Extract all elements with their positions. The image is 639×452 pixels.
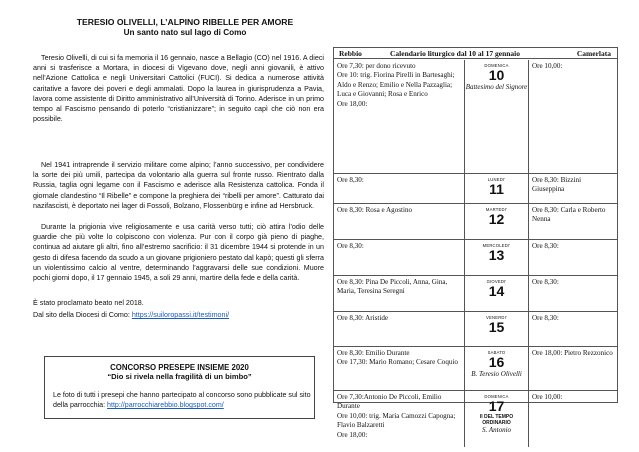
mass-entry: Ore 8,30:: [532, 314, 559, 322]
calendar-day-row: [334, 174, 617, 204]
rebbio-masses: [334, 276, 465, 311]
concorso-box: [44, 356, 315, 419]
calendar-day-row: [334, 204, 617, 240]
calendar-header: [334, 48, 617, 59]
mass-entry: Ore 8,30:: [337, 176, 364, 184]
calendar-day-row: [334, 347, 617, 391]
mass-entry: Ore 18,00:: [337, 430, 368, 439]
calendar-date: [465, 312, 529, 346]
mass-entry: Ore 18,00:: [337, 99, 368, 108]
day-number: 17: [488, 398, 505, 414]
mass-entry: Ore 8,30:: [337, 242, 364, 250]
day-of-week: MARTEDI': [485, 207, 508, 212]
mass-entry: Ore 7,30:Antonio De Piccoli, Emilio Durante: [337, 393, 442, 411]
rebbio-masses: [334, 204, 465, 239]
mass-entry: Ore 8,30: Emilio Durante: [337, 349, 410, 357]
rebbio-masses: [334, 240, 465, 275]
calendar-date: [465, 276, 529, 311]
camerlata-masses: [529, 240, 617, 275]
camerlata-masses: [529, 60, 617, 173]
rebbio-masses: [334, 174, 465, 203]
day-of-week: GIOVEDI': [486, 279, 507, 284]
camerlata-masses: [529, 312, 617, 346]
camerlata-masses: [529, 174, 617, 203]
mass-entry: Ore 17,30: Mario Romano; Cesare Coquio: [337, 358, 458, 367]
calendar-date: [465, 60, 529, 173]
rebbio-masses: [334, 312, 465, 346]
rebbio-masses: [334, 391, 465, 447]
feast-note: B. Teresio Olivelli: [471, 370, 522, 378]
mass-entry: Ore 8,30: Rosa e Agostino: [337, 206, 413, 214]
day-number: 16: [488, 354, 505, 370]
day-number: 10: [488, 67, 505, 83]
mass-entry: Ore 18,00: Pietro Rezzonico: [532, 349, 613, 357]
liturgical-season: II DEL TEMPO ORDINARIO: [479, 414, 514, 426]
calendar-day-row: [334, 276, 617, 312]
mass-entry: Ore 8,30: Aristide: [337, 314, 389, 322]
calendar-header-rebbio: Rebbio: [339, 49, 362, 58]
day-number: 11: [489, 181, 504, 197]
day-of-week: SABATO: [487, 350, 506, 355]
feast-note: S. Antonio: [481, 426, 512, 434]
day-of-week: MERCOLEDI': [482, 243, 511, 248]
calendar-date: [465, 240, 529, 275]
article-title: TERESIO OLIVELLI, L’ALPINO RIBELLE PER AMORE: [76, 17, 294, 27]
rebbio-masses: [334, 60, 465, 173]
calendar-date: [465, 174, 529, 203]
article-subtitle: Un santo nato sul lago di Como: [123, 28, 247, 37]
mass-entry: Ore 8,30: Pina De Piccoli, Anna, Gina, Maria, Teresina Seregni: [337, 278, 448, 296]
day-number: 15: [488, 319, 505, 335]
rebbio-masses: [334, 347, 465, 390]
camerlata-masses: [529, 204, 617, 239]
mass-entry: Ore 10,00:: [532, 62, 563, 70]
camerlata-masses: [529, 391, 617, 447]
source-label: Dal sito della Diocesi di Como:: [33, 311, 132, 319]
mass-entry: Ore 10,00:: [532, 393, 563, 401]
mass-entry: Ore 8,30: Bizzini Giuseppina: [532, 176, 582, 194]
concorso-body: Le foto di tutti i presepi che hanno partecipato al concorso sono pubblicate sul sito della parrocchia:: [53, 391, 311, 409]
day-of-week: LUNEDI': [487, 177, 506, 182]
day-of-week: DOMENICA: [484, 394, 509, 399]
source-link[interactable]: https://suiloropassi.it/testimoni/: [131, 311, 230, 319]
day-of-week: VENERDI': [485, 315, 507, 320]
feast-note: Battesimo del Signore: [465, 83, 528, 91]
article-paragraph-1: Teresio Olivelli, di cui si fa memoria il 16 gennaio, nasce a Bellagio (CO) nel 1916. A dieci anni si trasferisce a Mortara, in diocesi di Vigevano dove, negli anni giovanili, è attivo nell’Azione Cattolica e negli Universitari Cattolici (FUCI). Si dedica a numerose attività caritative a favore dei poveri e degli ammalati. Dopo la laurea in giurisprudenza a Pavia, lavora come assistente di Diritto amministrativo all’Università di Torino. Aderisce in un primo tempo al Fascismo pensando di poterlo “cristianizzare”; in seguito capì che ciò non era possibile.: [33, 54, 324, 124]
mass-entry: Ore 10: trig. Fiorina Pirelli in Bartesaghi; Aldo e Renzo; Emilio e Nella Pazzaglia; Luca e Giovanni; Rosa e Enrico: [337, 71, 455, 99]
day-number: 13: [488, 247, 505, 263]
day-of-week: DOMENICA: [484, 63, 509, 68]
article-paragraph-2: Nel 1941 intraprende il servizio militare come alpino; l’anno successivo, per condividere la sorte dei più umili, partecipa da volontario alla guerra sul fronte russo. Rientrato dalla Russia, taglia ogni legame con il Fascismo e aderisce alla Resistenza cattolica. Fonda il giornale clandestino “Il Ribelle” e compone la preghiera dei “ribelli per amore”. Catturato dai nazifascisti, è deportato nei lager di Fossoli, Bolzano, Flossenbürg e infine ad Hersbruck.: [33, 161, 324, 210]
calendar-header-camerlata: Camerlata: [576, 49, 611, 58]
mass-entry: Ore 8,30:: [532, 242, 559, 250]
mass-entry: Ore 10,00: trig. Maria Camozzi Capogna; Flavio Balzaretti: [337, 411, 456, 430]
day-number: 12: [488, 211, 505, 227]
day-number: 14: [488, 283, 505, 299]
calendar-date: [465, 391, 529, 447]
mass-entry: Ore 8,30:: [532, 278, 559, 286]
article-source: [33, 310, 229, 320]
camerlata-masses: [529, 347, 617, 390]
article-closing-line: È stato proclamato beato nel 2018.: [33, 299, 144, 307]
concorso-title: CONCORSO PRESEPE INSIEME 2020: [110, 363, 249, 372]
camerlata-masses: [529, 276, 617, 311]
calendar-date: [465, 204, 529, 239]
liturgical-calendar: [333, 47, 618, 439]
mass-entry: Ore 7,30: per dono ricevuto: [337, 62, 416, 70]
calendar-day-row: [334, 60, 617, 174]
calendar-day-row: [334, 391, 617, 447]
concorso-text: [53, 390, 311, 410]
concorso-subtitle: “Dio si rivela nella fragilità di un bimbo”: [107, 372, 252, 381]
article-paragraph-3: Durante la prigionia vive religiosamente e usa carità verso tutti; ciò attira l’odio delle guardie che più volte lo colpiscono con violenza. Pur con il corpo già pieno di piaghe, continua ad aiutare gli altri, fino all’estremo sacrificio: il 31 dicembre 1944 si protende in un gesto di difesa facendo da scudo a un giovane prigioniero pestato dal kapò; questi gli sferra un violentissimo calcio al ventre, determinando l’aggravarsi delle sue condizioni. Muore pochi giorni dopo, il 17 gennaio 1945, a soli 29 anni, martire della fede e della carità.: [33, 223, 324, 283]
calendar-header-title: Calendario liturgico dal 10 al 17 gennaio: [390, 49, 521, 58]
calendar-date: [465, 347, 529, 390]
mass-entry: Ore 8,30: Carla e Roberto Nenna: [532, 206, 606, 224]
calendar-day-row: [334, 312, 617, 347]
parrocchia-link[interactable]: http://parrocchiarebbio.blogspot.com/: [107, 401, 224, 409]
calendar-day-row: [334, 240, 617, 276]
